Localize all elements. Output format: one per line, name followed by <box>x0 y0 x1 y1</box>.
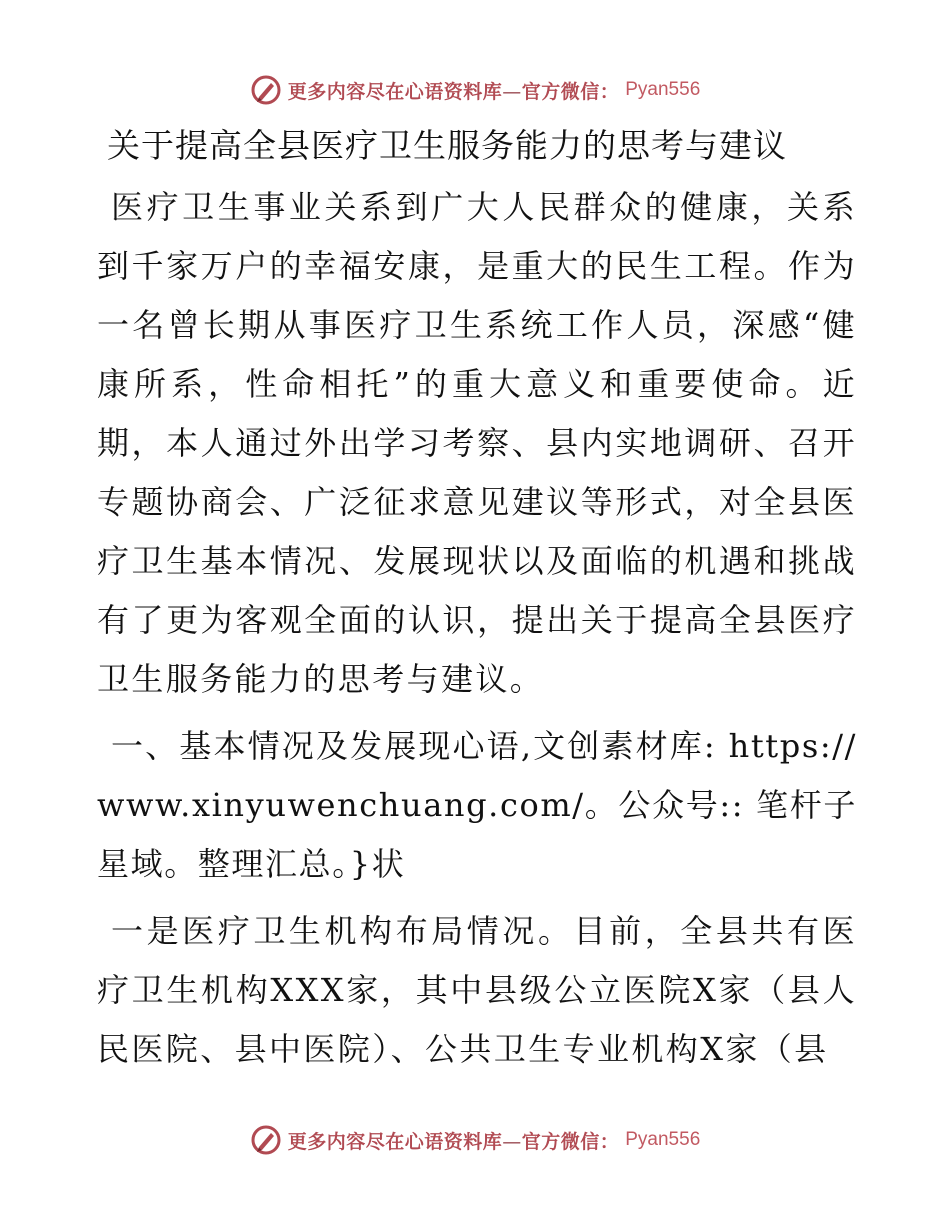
document-body <box>97 118 857 1087</box>
paragraph-intro: 医疗卫生事业关系到广大人民群众的健康，关系到千家万户的幸福安康，是重大的民生工程。作为一名曾长期从事医疗卫生系统工作人员，深感“健康所系，性命相托”的重大意义和重要使命。近期，本人通过外出学习考察、县内实地调研、召开专题协商会、广泛征求意见建议等形式，对全县医疗卫生基本情况、发展现状以及面临的机遇和挑战有了更为客观全面的认识，提出关于提高全县医疗卫生服务能力的思考与建议。 <box>97 188 857 698</box>
pen-logo-icon <box>250 1124 282 1156</box>
watermark-wechat-id: Pyan556 <box>625 79 701 100</box>
watermark-wechat-id: Pyan556 <box>625 1129 701 1150</box>
paragraph-institutions: 一是医疗卫生机构布局情况。目前，全县共有医疗卫生机构XXX家，其中县级公立医院X家（县人民医院、县中医院）、公共卫生专业机构X家（县 <box>97 912 857 1068</box>
footer-watermark <box>0 1120 950 1160</box>
watermark-text: 更多内容尽在心语资料库—官方微信： <box>287 80 620 103</box>
paragraph-section-heading: 一、基本情况及发展现心语,文创素材库: https://www.xinyuwenchuang.com/。公众号:: 笔杆子星域。整理汇总。}状 <box>97 727 857 883</box>
pen-logo-icon <box>250 74 282 106</box>
watermark-text: 更多内容尽在心语资料库—官方微信： <box>287 1130 620 1153</box>
header-watermark <box>0 70 950 110</box>
document-title: 关于提高全县医疗卫生服务能力的思考与建议 <box>107 126 787 165</box>
